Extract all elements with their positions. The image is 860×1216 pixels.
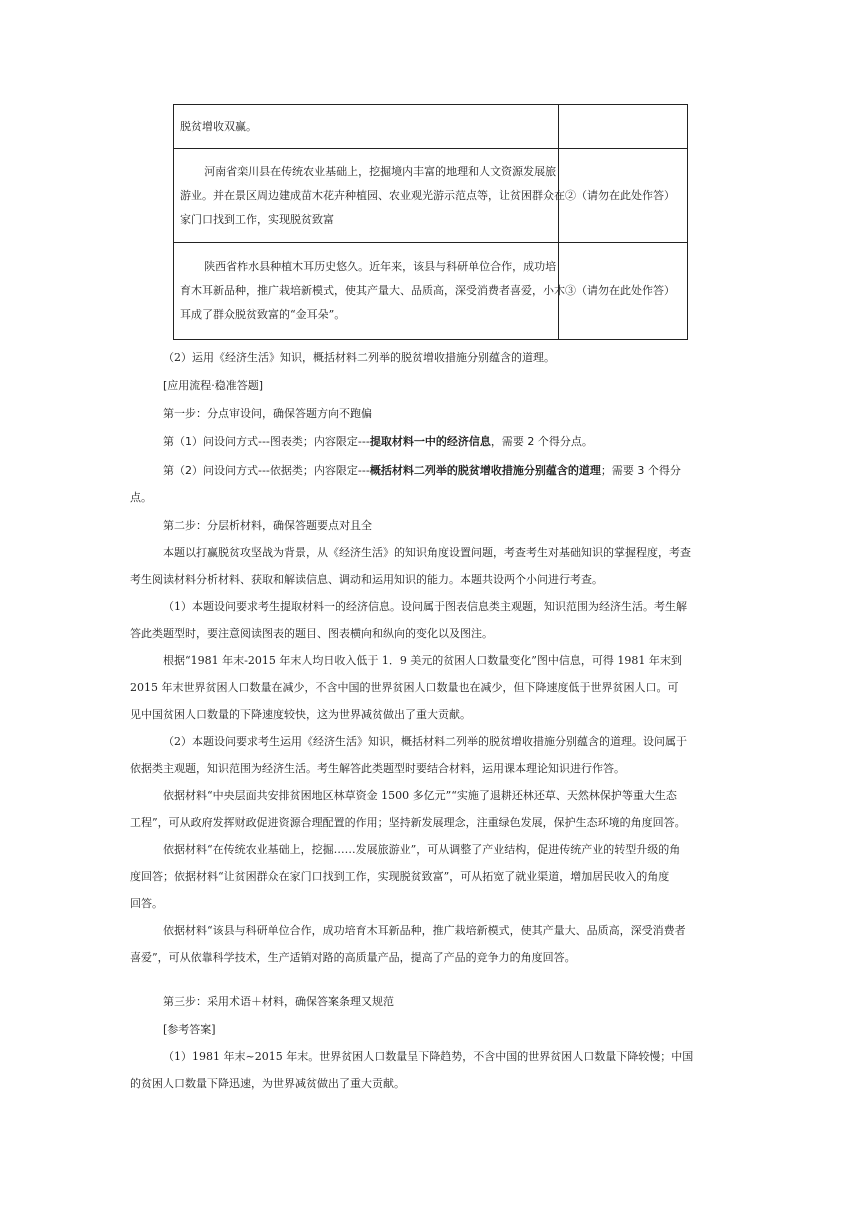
table-cell-material — [174, 243, 565, 340]
table-row — [174, 149, 688, 243]
answer-section — [130, 1043, 730, 1097]
step1-title: 第一步：分点审设问，确保答题方向不跑偏 — [163, 407, 372, 420]
table-row — [174, 243, 688, 340]
step1-line1-a: 第（1）问设问方式---图表类；内容限定--- — [163, 435, 370, 448]
answer-placeholder: ③（请勿在此处作答） — [565, 284, 675, 297]
analysis-line: 答此类题型时，要注意阅读图表的题目、图表横向和纵向的变化以及图注。 — [130, 627, 493, 640]
analysis-line: 见中国贫困人口数量的下降速度较快，这为世界减贫做出了重大贡献。 — [130, 708, 471, 721]
analysis-line: 工程”，可从政府发挥财政促进资源合理配置的作用；坚持新发展理念，注重绿色发展，保护生态环境的角度回答。 — [130, 816, 686, 829]
analysis-line: 根据“1981 年末-2015 年末人均日收入低于 1．9 美元的贫困人口数量变化”图中信息，可得 1981 年末到 — [163, 654, 682, 667]
analysis-line: 依据类主观题，知识范围为经济生活。考生解答此类题型时要结合材料，运用课本理论知识进行作答。 — [130, 762, 625, 775]
analysis-line: 2015 年末世界贫困人口数量在减少，不含中国的世界贫困人口数量也在减少，但下降速度低于世界贫困人口。可 — [130, 681, 679, 694]
table-row — [174, 105, 688, 149]
cell-text: 游业。并在景区周边建成苗木花卉种植园、农业观光游示范点等，让贫困群众在 — [180, 188, 565, 202]
analysis-line: 依据材料“在传统农业基础上，挖掘……发展旅游业”，可从调整了产业结构，促进传统产业的转型升级的角 — [163, 843, 681, 856]
reference-title: [参考答案] — [163, 1023, 216, 1036]
table-cell-answer — [559, 149, 688, 243]
answer-placeholder: ②（请勿在此处作答） — [565, 188, 675, 202]
answer-line: 的贫困人口数量下降迅速，为世界减贫做出了重大贡献。 — [130, 1077, 405, 1090]
step1-line2 — [163, 462, 763, 478]
analysis-line: 度回答；依据材料“让贫困群众在家门口找到工作，实现脱贫致富”，可从拓宽了就业渠道，增加居民收入的角度 — [130, 870, 670, 883]
table-cell-material — [174, 149, 565, 243]
step3-title: 第三步：采用术语＋材料，确保答案条理又规范 — [163, 995, 394, 1008]
table-cell-material — [174, 105, 559, 149]
cell-text: 陕西省柞水县种植木耳历史悠久。近年来，该县与科研单位合作，成功培 — [204, 260, 557, 273]
analysis-line: 喜爱”，可从依靠科学技术，生产适销对路的高质量产品，提高了产品的竞争力的角度回答。 — [130, 951, 576, 964]
analysis-line: 考生阅读材料分析材料、获取和解读信息、调动和运用知识的能力。本题共设两个小问进行考查。 — [130, 573, 603, 586]
step1-line2-b: 概括材料二列举的脱贫增收措施分别蕴含的道理 — [369, 464, 601, 477]
step2-title: 第二步：分层析材料，确保答题要点对且全 — [163, 519, 372, 532]
material-table — [173, 104, 688, 340]
cell-text: 河南省栾川县在传统农业基础上，挖掘境内丰富的地理和人文资源发展旅 — [204, 164, 557, 178]
step1-line1-c: ，需要 2 个得分点。 — [490, 435, 593, 448]
step1-line2-a: 第（2）问设问方式---依据类；内容限定--- — [163, 464, 370, 477]
table-cell-answer — [559, 243, 688, 340]
table-cell-answer — [559, 105, 688, 149]
answer-line: （1）1981 年末~2015 年末。世界贫困人口数量呈下降趋势，不含中国的世界贫困人口数量下降较慢；中国 — [163, 1050, 694, 1063]
step1-line1 — [163, 433, 763, 449]
step1-line2-cont: 点。 — [130, 491, 152, 504]
analysis-line: （1）本题设问要求考生提取材料一的经济信息。设问属于图表信息类主观题，知识范围为经济生活。考生解 — [163, 600, 687, 613]
cell-text: 脱贫增收双赢。 — [180, 119, 257, 133]
cell-text: 耳成了群众脱贫致富的“金耳朵”。 — [180, 308, 346, 321]
analysis-line: （2）本题设问要求考生运用《经济生活》知识，概括材料二列举的脱贫增收措施分别蕴含的道理。设问属于 — [163, 735, 687, 748]
step1-line1-b: 提取材料一中的经济信息 — [369, 435, 491, 448]
question-2: （2）运用《经济生活》知识，概括材料二列举的脱贫增收措施分别蕴含的道理。 — [163, 351, 555, 364]
cell-text: 育木耳新品种，推广栽培新模式，使其产量大、品质高，深受消费者喜爱，小木 — [180, 284, 565, 297]
analysis-line: 依据材料“该县与科研单位合作，成功培育木耳新品种，推广栽培新模式，使其产量大、品质高，深受消费者 — [163, 924, 686, 937]
cell-text: 家门口找到工作，实现脱贫致富 — [180, 212, 334, 226]
analysis-line: 回答。 — [130, 897, 163, 910]
step1-line2-c: ；需要 3 个得分 — [600, 464, 681, 477]
analysis-section — [130, 539, 730, 971]
analysis-line: 依据材料“中央层面共安排贫困地区林草资金 1500 多亿元”“实施了退耕还林还草、天然林保护等重大生态 — [163, 789, 677, 802]
analysis-line: 本题以打赢脱贫攻坚战为背景，从《经济生活》的知识角度设置问题，考查考生对基础知识的掌握程度，考查 — [163, 546, 691, 559]
flow-title: [应用流程·稳准答题] — [163, 379, 264, 392]
